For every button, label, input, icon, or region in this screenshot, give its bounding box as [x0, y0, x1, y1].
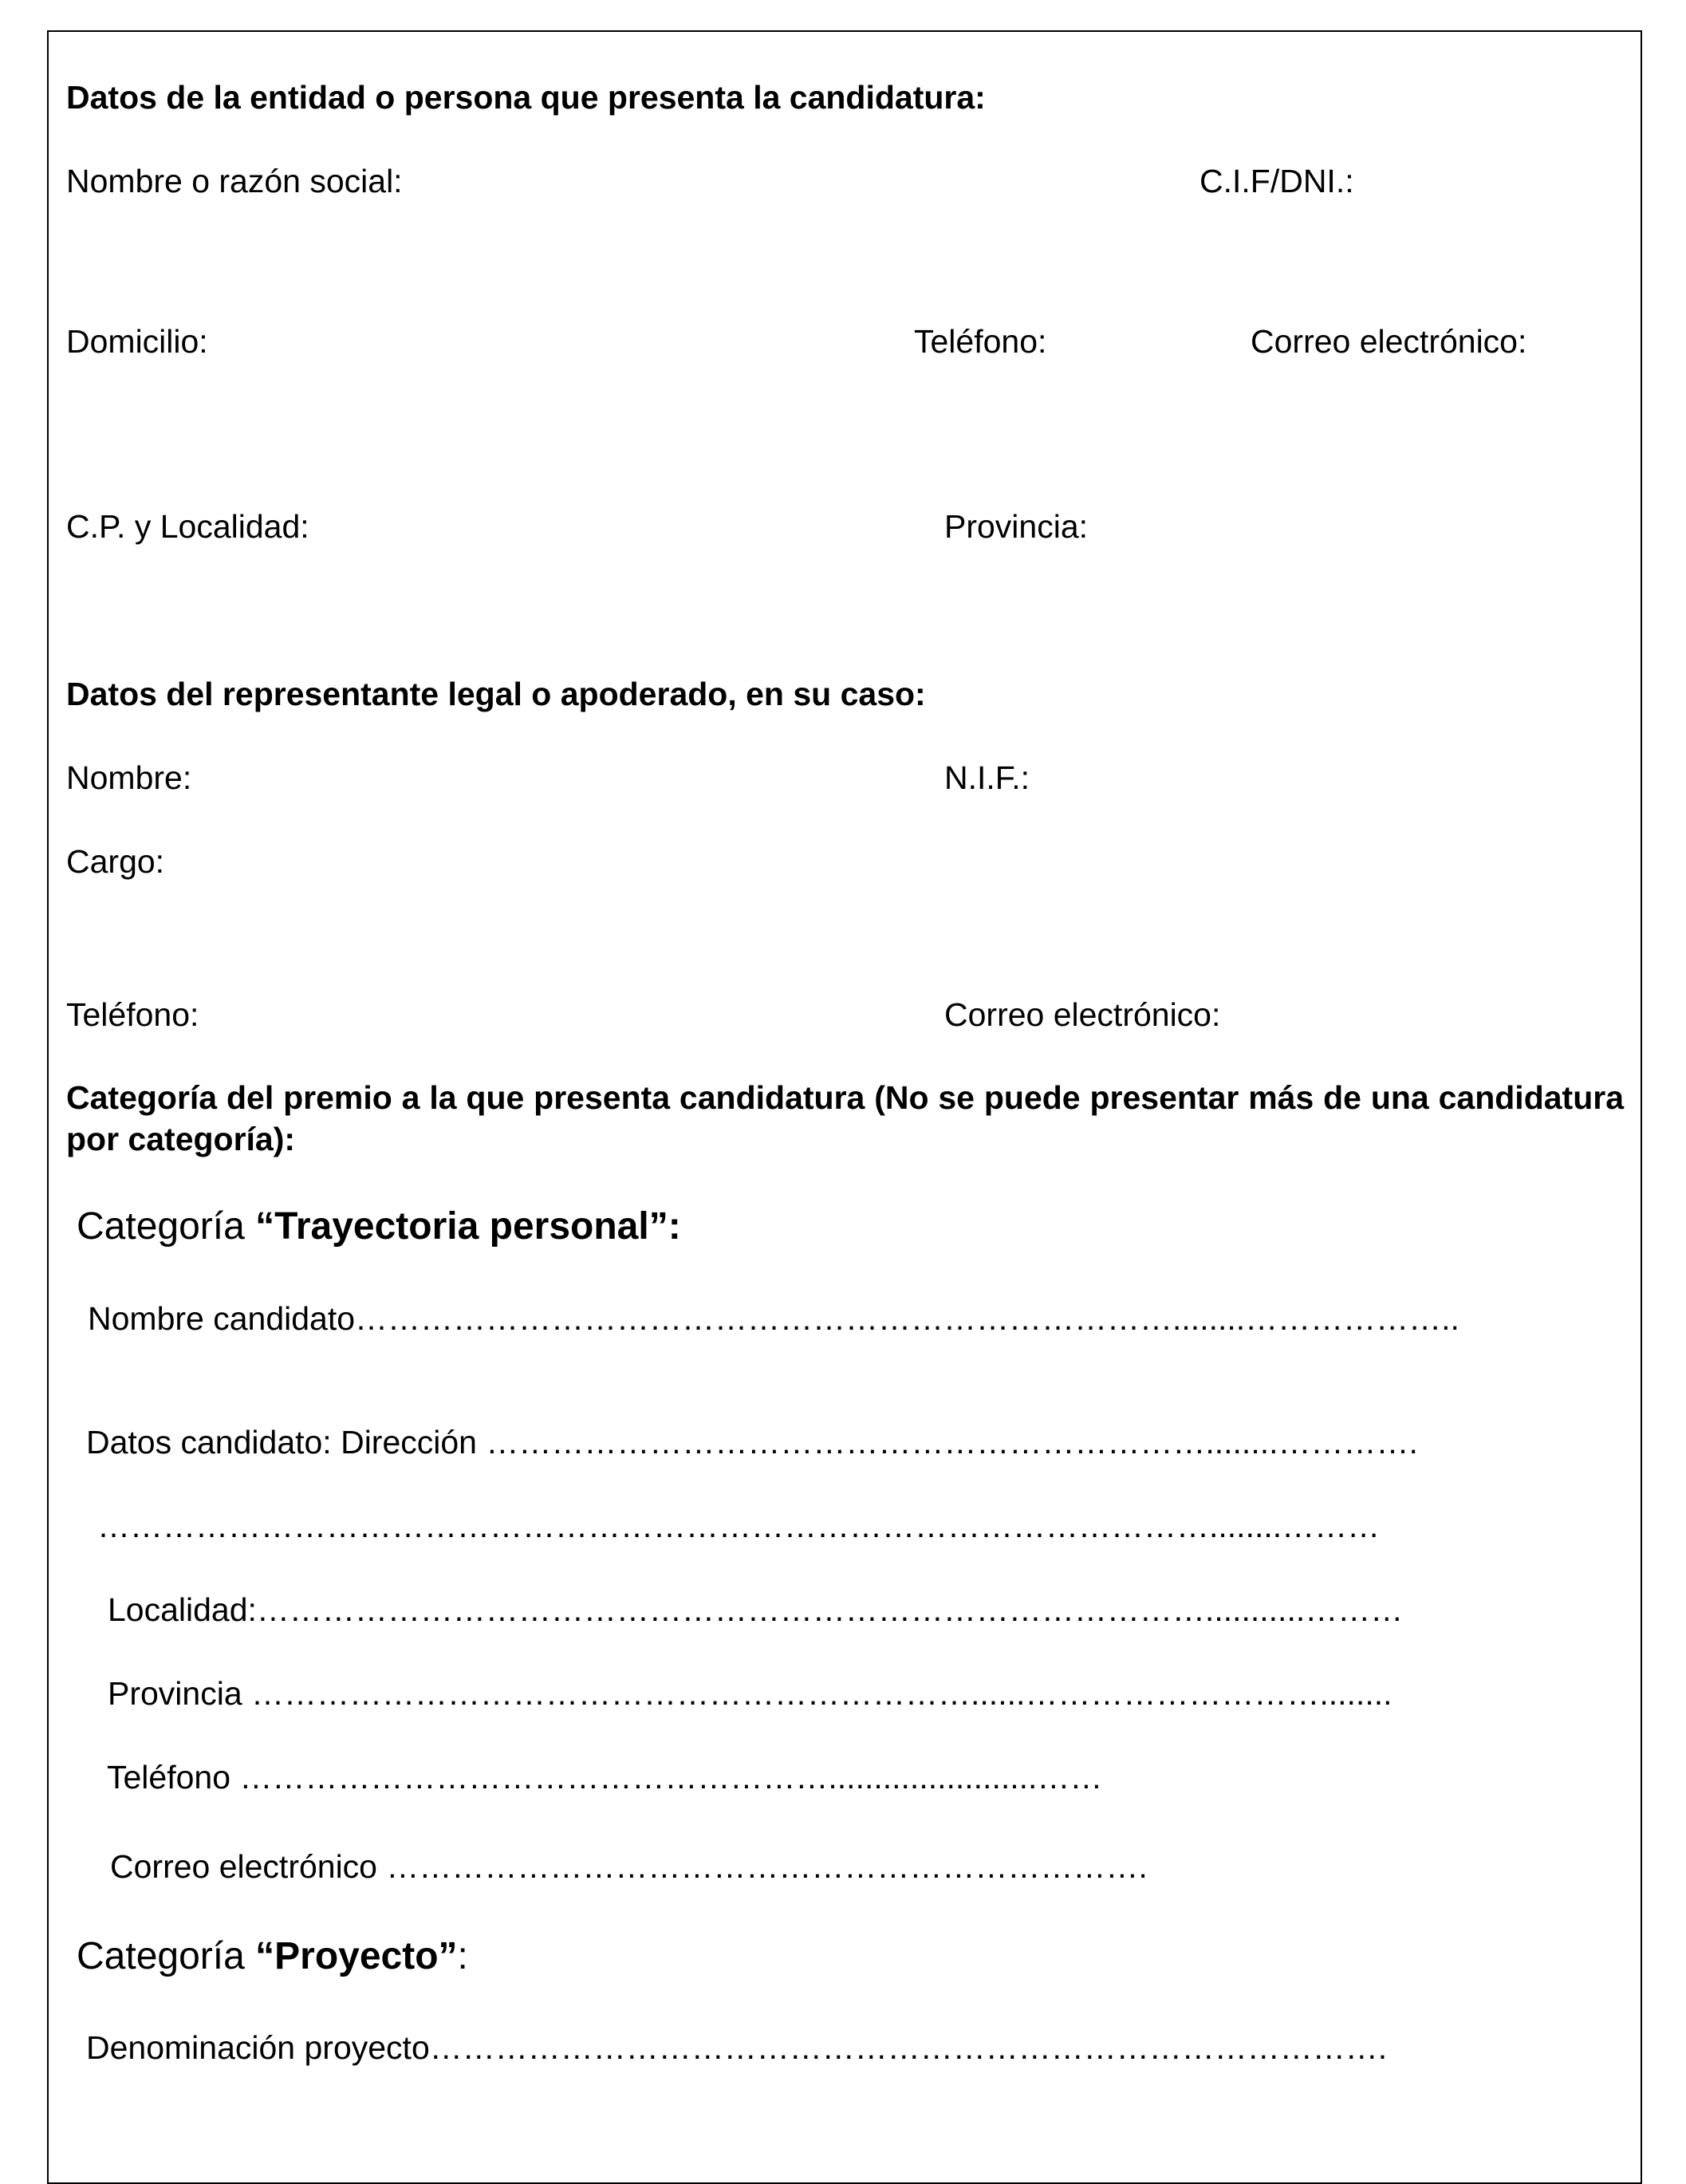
entity-name-label: Nombre o razón social:: [66, 163, 403, 199]
trajectory-address-field-continued[interactable]: …………………………………………………………………………………………........………: [97, 1508, 1381, 1544]
entity-province-label: Provincia:: [944, 508, 1089, 545]
trajectory-address-field[interactable]: Datos candidato: Dirección …………………………………………………………........………….: [86, 1424, 1418, 1461]
entity-email-label: Correo electrónico:: [1251, 323, 1527, 360]
trajectory-title: “Trayectoria personal”:: [255, 1205, 681, 1248]
representative-email-label: Correo electrónico:: [944, 996, 1221, 1033]
trajectory-name-field[interactable]: Nombre candidato…………………………………………………………………........………………..: [88, 1300, 1459, 1337]
representative-nif-label: N.I.F.:: [944, 759, 1030, 796]
entity-address-label: Domicilio:: [66, 323, 208, 360]
trajectory-category-title: [77, 1205, 681, 1248]
entity-cif-label: C.I.F/DNI.:: [1200, 163, 1354, 199]
category-heading: Categoría del premio a la que presenta candidatura (No se puede presentar más de una candidatura por categoría):: [66, 1079, 1624, 1157]
entity-cp-label: C.P. y Localidad:: [66, 508, 309, 545]
project-prefix: Categoría: [77, 1935, 256, 1977]
trajectory-province-field[interactable]: Provincia …………………………………………………………......………………………........: [108, 1675, 1393, 1712]
representative-name-label: Nombre:: [66, 759, 192, 796]
project-category-title: [77, 1935, 468, 1977]
trajectory-prefix: Categoría: [77, 1205, 256, 1248]
representative-heading: Datos del representante legal o apoderado, en su caso:: [66, 676, 926, 712]
representative-role-label: Cargo:: [66, 843, 165, 880]
entity-phone-label: Teléfono:: [914, 323, 1047, 360]
trajectory-email-field[interactable]: Correo electrónico …………………………………………………………….: [110, 1848, 1148, 1885]
representative-phone-label: Teléfono:: [66, 996, 199, 1033]
project-name-field[interactable]: Denominación proyecto…………………………………………………………………………….: [86, 2029, 1388, 2066]
project-title: “Proyecto”: [255, 1935, 458, 1977]
trajectory-phone-field[interactable]: Teléfono ……………………………………………….......................……: [107, 1759, 1103, 1796]
project-suffix: :: [457, 1935, 468, 1977]
trajectory-locality-field[interactable]: Localidad:……………………………………………………………………………...........………: [108, 1591, 1404, 1628]
entity-heading: Datos de la entidad o persona que presenta la candidatura:: [66, 79, 986, 116]
